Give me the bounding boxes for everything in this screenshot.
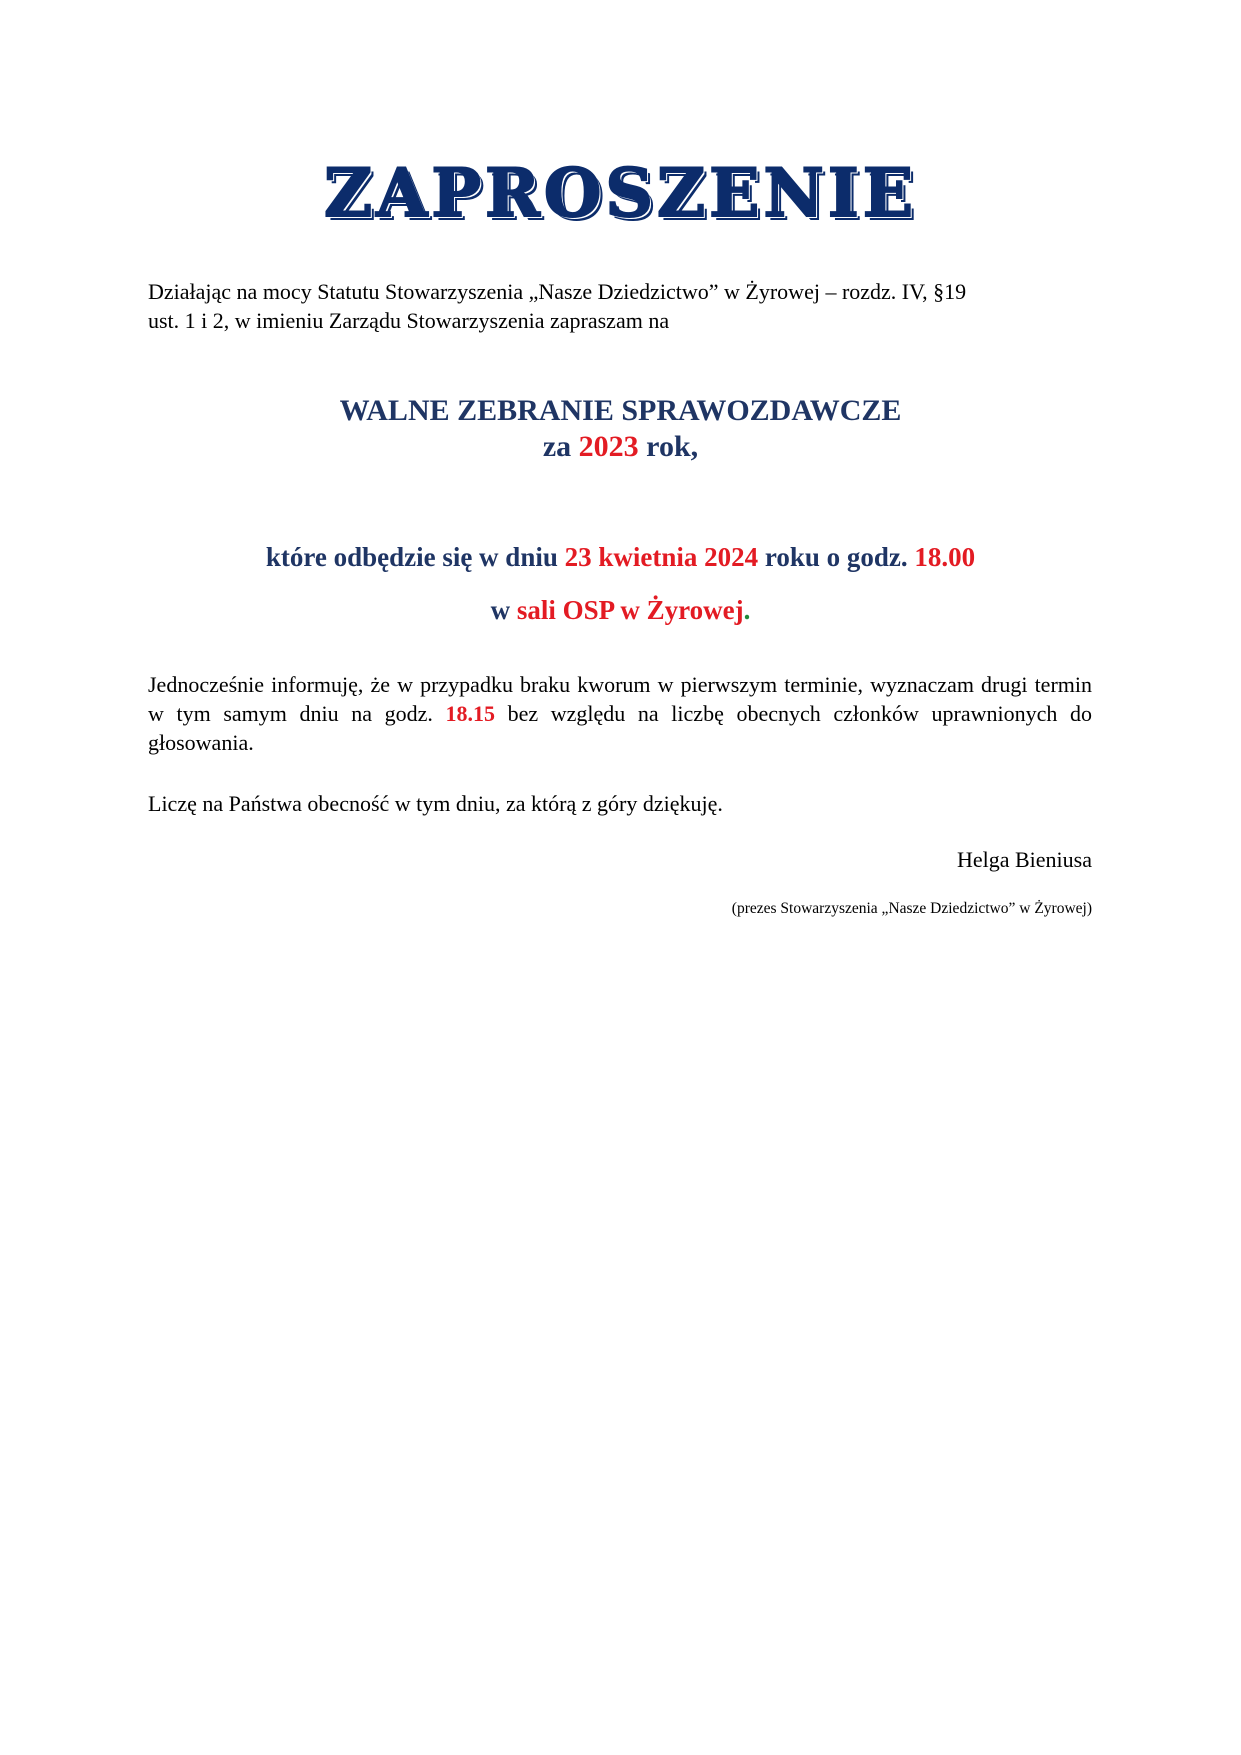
meeting-year-line [0, 429, 1241, 465]
meeting-date-line [0, 540, 1241, 574]
date-prefix: które odbędzie się w dniu [265, 542, 565, 572]
document-title: ZAPROSZENIE [323, 154, 917, 232]
meeting-time: 18.00 [914, 542, 976, 572]
meeting-place: sali OSP w Żyrowej [516, 595, 744, 625]
intro-paragraph [148, 277, 1092, 335]
second-term-time: 18.15 [445, 701, 496, 726]
meeting-year: 2023 [578, 430, 639, 463]
meeting-date: 23 kwietnia 2024 [564, 542, 759, 572]
signature-name: Helga Bieniusa [956, 847, 1092, 872]
meeting-place-line [0, 593, 1241, 627]
place-suffix: . [743, 595, 751, 625]
signature-role: (prezes Stowarzyszenia „Nasze Dziedzictwo” w Żyrowej) [731, 900, 1092, 917]
notice-before: Jednocześnie informuję, że w przypadku braku kworum w pierwszym terminie, wyznaczam drugi termin w tym samym dniu na godz. [148, 672, 1092, 726]
intro-line-2: ust. 1 i 2, w imieniu Zarządu Stowarzyszenia zapraszam na [148, 308, 670, 333]
thanks-paragraph: Liczę na Państwa obecność w tym dniu, za którą z góry dziękuję. [148, 791, 723, 816]
meeting-year-suffix: rok, [638, 430, 699, 463]
place-prefix: w [490, 595, 517, 625]
intro-line-1: Działając na mocy Statutu Stowarzyszenia „Nasze Dziedzictwo” w Żyrowej – rozdz. IV, §19 [148, 279, 967, 304]
meeting-year-prefix: za [542, 430, 579, 463]
quorum-notice-paragraph [148, 670, 1092, 757]
notice-after: bez względu na liczbę obecnych członków uprawnionych do głosowania. [148, 701, 1092, 755]
meeting-name: WALNE ZEBRANIE SPRAWOZDAWCZE [339, 394, 902, 427]
date-middle: roku o godz. [758, 542, 915, 572]
